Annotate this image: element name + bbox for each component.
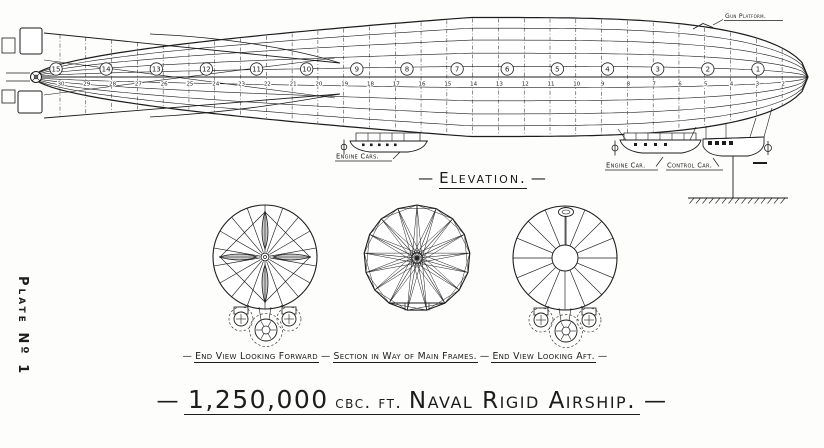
frame-number: 30 xyxy=(57,81,65,88)
wing-engine-car-struts xyxy=(356,133,420,141)
main-frames-section-label: Section in Way of Main Frames. xyxy=(333,351,477,362)
ground-hatch xyxy=(696,198,701,204)
gas-cell-number: 9 xyxy=(354,65,360,74)
gas-cell-number: 3 xyxy=(655,65,660,74)
engine-car-hull xyxy=(620,140,701,153)
elevation-caption xyxy=(368,169,598,187)
gas-cell-number: 6 xyxy=(505,65,510,74)
gas-cell-number: 4 xyxy=(605,65,610,74)
aft-view-gun-platform xyxy=(559,208,574,217)
gas-cell-number: 8 xyxy=(404,65,410,74)
engine-car-window xyxy=(634,143,637,146)
engine-cars-label: Engine Cars. xyxy=(336,152,380,161)
frame-number: 11 xyxy=(547,81,555,88)
caption-dash: — xyxy=(418,169,436,187)
gas-cell-number: 14 xyxy=(101,65,111,74)
ground-hatch xyxy=(722,198,727,204)
ground-hatch xyxy=(748,198,753,204)
frame-number: 10 xyxy=(573,81,581,88)
title-volume-unit: cbc. ft. xyxy=(335,393,403,413)
frame-number: 4 xyxy=(729,81,734,88)
end-view-aft-label: End View Looking Aft. xyxy=(492,351,595,362)
frame-number: 18 xyxy=(366,81,374,88)
frame-number: 29 xyxy=(83,81,91,88)
caption-dash: — xyxy=(530,169,548,187)
frame-number: 16 xyxy=(418,81,426,88)
ground-hatch xyxy=(690,198,695,204)
forward-view-hub xyxy=(261,253,269,261)
control-car-window xyxy=(729,141,733,145)
frame-number: 23 xyxy=(238,81,246,88)
title-dash: — xyxy=(644,389,668,414)
frame-number: 26 xyxy=(160,81,168,88)
frame-number: 25 xyxy=(186,81,194,88)
control-car-leader-line xyxy=(713,158,719,167)
frame-number: 28 xyxy=(109,81,117,88)
control-car-window xyxy=(708,141,712,145)
frame-number: 2 xyxy=(781,81,785,88)
ground-hatch xyxy=(703,198,708,204)
wing-engine-car-window xyxy=(378,144,381,147)
control-car-bracing xyxy=(750,118,756,137)
engine-car-window xyxy=(644,143,647,146)
frame-number: 13 xyxy=(495,81,503,88)
ground-hatch xyxy=(709,198,714,204)
section-views-caption xyxy=(128,351,662,362)
ground-hatch xyxy=(729,198,734,204)
caption-dash: — xyxy=(479,351,490,362)
caption-dash: — xyxy=(597,351,608,362)
wing-engine-car-window xyxy=(370,144,373,147)
engine-car-window xyxy=(654,143,657,146)
plate-number-label: Plate Nº 1 xyxy=(15,276,30,377)
wing-engine-car-window xyxy=(362,144,365,147)
lower-rudder xyxy=(18,91,42,113)
tail-end-fitting xyxy=(2,90,15,103)
ground-hatch xyxy=(716,198,721,204)
control-car-label: Control Car. xyxy=(667,161,713,170)
gas-cell-number: 12 xyxy=(201,65,211,74)
frame-number: 21 xyxy=(289,81,297,88)
end-view-forward-label: End View Looking Forward xyxy=(195,351,318,362)
gas-cell-number: 11 xyxy=(252,65,262,74)
gun-platform-leader-line xyxy=(713,20,723,26)
ground-hatch xyxy=(781,198,786,204)
plate-title-text xyxy=(184,385,640,415)
frame-number: 3 xyxy=(755,81,760,88)
control-car-window xyxy=(715,141,719,145)
plate-title xyxy=(145,385,679,414)
frame-number: 27 xyxy=(134,81,142,88)
gun-platform-label: Gun Platform. xyxy=(725,13,767,20)
wing-engine-car-window xyxy=(394,144,397,147)
caption-dash: — xyxy=(182,351,193,362)
frame-number: 8 xyxy=(626,81,631,88)
control-car-hull xyxy=(703,137,764,156)
wing-engine-car-window xyxy=(386,144,389,147)
gas-cell-number: 13 xyxy=(151,65,161,74)
tail-end-fitting xyxy=(2,38,15,53)
wing-engine-car-hull xyxy=(350,141,427,152)
frame-number: 14 xyxy=(470,81,478,88)
ground-hatch xyxy=(774,198,779,204)
ground-hatch xyxy=(761,198,766,204)
upper-rudder xyxy=(20,28,42,54)
title-dash: — xyxy=(156,389,180,414)
engine-car-label: Engine Car. xyxy=(606,161,646,170)
gas-cell-number: 1 xyxy=(755,65,761,74)
control-car-window xyxy=(722,141,726,145)
frame-number: 9 xyxy=(600,81,605,88)
gas-cell-number: 7 xyxy=(454,65,460,74)
frame-number: 17 xyxy=(392,81,400,88)
gas-cell-number: 5 xyxy=(555,65,560,74)
frame-number: 22 xyxy=(263,81,271,88)
frame-number: 19 xyxy=(341,81,349,88)
caption-dash: — xyxy=(320,351,331,362)
gas-cell-number: 2 xyxy=(705,65,711,74)
ground-hatch xyxy=(755,198,760,204)
ground-hatch xyxy=(742,198,747,204)
title-volume-number: 1,250,000 xyxy=(187,385,329,414)
gas-cell-number: 15 xyxy=(51,65,61,74)
frame-number: 5 xyxy=(704,81,708,88)
frame-number: 7 xyxy=(652,81,656,88)
ground-hatch xyxy=(735,198,740,204)
aft-view-hub-ring xyxy=(552,245,578,271)
frame-number: 6 xyxy=(678,81,682,88)
engine-car-leader-line xyxy=(656,157,663,167)
elevation-caption-text: Elevation. xyxy=(439,169,527,187)
title-ship-name: Naval Rigid Airship. xyxy=(408,388,637,414)
ground-hatch xyxy=(768,198,773,204)
frame-number: 15 xyxy=(444,81,452,88)
engine-car-window xyxy=(664,143,667,146)
frame-number: 20 xyxy=(315,81,323,88)
frame-number: 12 xyxy=(521,81,529,88)
frame-number: 24 xyxy=(212,81,220,88)
gas-cell-number: 10 xyxy=(302,65,312,74)
